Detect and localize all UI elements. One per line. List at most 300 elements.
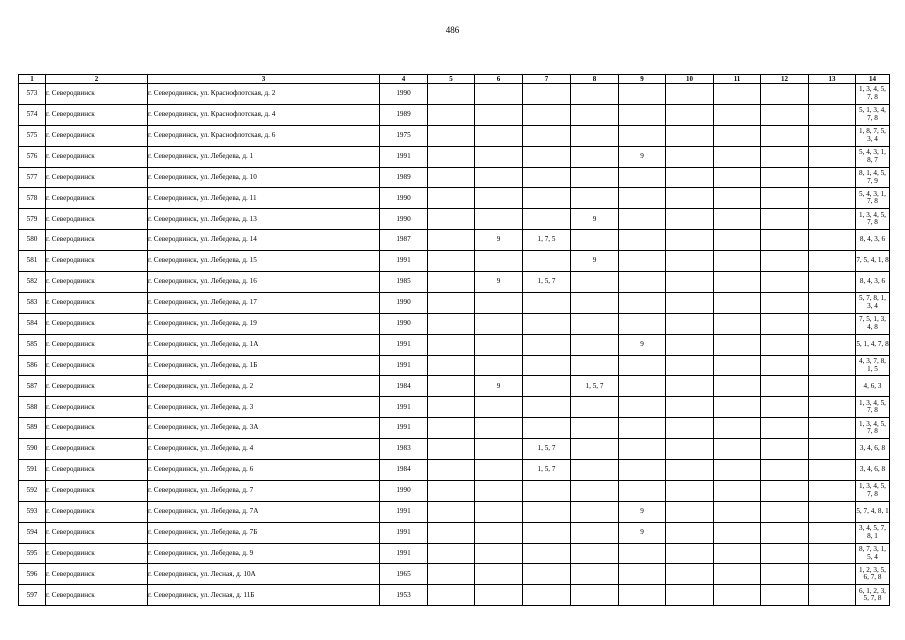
- col5-cell: [428, 543, 475, 564]
- col9-cell: [619, 439, 666, 460]
- year-cell: 1989: [380, 167, 428, 188]
- col13-cell: [809, 439, 856, 460]
- col11-cell: [714, 167, 761, 188]
- col5-cell: [428, 460, 475, 481]
- col12-cell: [761, 125, 809, 146]
- col8-cell: 9: [571, 209, 619, 230]
- column-header: 2: [46, 75, 148, 84]
- table-row: [19, 585, 890, 606]
- col5-cell: [428, 167, 475, 188]
- col10-cell: [666, 397, 714, 418]
- address-cell: г. Северодвинск, ул. Лебедева, д. 1: [148, 146, 380, 167]
- col13-cell: [809, 125, 856, 146]
- row-number-cell: 576: [19, 146, 46, 167]
- col14-cell: 1, 3, 4, 5, 7, 8: [856, 397, 890, 418]
- row-number-cell: 597: [19, 585, 46, 606]
- table-row: [19, 480, 890, 501]
- year-cell: 1991: [380, 334, 428, 355]
- city-cell: г. Северодвинск: [46, 376, 148, 397]
- col14-cell: 1, 3, 4, 5, 7, 8: [856, 480, 890, 501]
- city-cell: г. Северодвинск: [46, 209, 148, 230]
- row-number-cell: 581: [19, 251, 46, 272]
- table-row: [19, 125, 890, 146]
- col12-cell: [761, 334, 809, 355]
- col7-cell: [523, 313, 571, 334]
- table-row: [19, 418, 890, 439]
- col11-cell: [714, 209, 761, 230]
- col11-cell: [714, 543, 761, 564]
- column-header: 1: [19, 75, 46, 84]
- col11-cell: [714, 104, 761, 125]
- col9-cell: 9: [619, 522, 666, 543]
- row-number-cell: 586: [19, 355, 46, 376]
- col6-cell: 9: [475, 272, 523, 293]
- year-cell: 1953: [380, 585, 428, 606]
- address-cell: г. Северодвинск, ул. Краснофлотская, д. 4: [148, 104, 380, 125]
- col13-cell: [809, 397, 856, 418]
- col5-cell: [428, 585, 475, 606]
- col10-cell: [666, 564, 714, 585]
- year-cell: 1991: [380, 501, 428, 522]
- col10-cell: [666, 480, 714, 501]
- col11-cell: [714, 125, 761, 146]
- row-number-cell: 578: [19, 188, 46, 209]
- row-number-cell: 590: [19, 439, 46, 460]
- table-row: [19, 376, 890, 397]
- col7-cell: [523, 543, 571, 564]
- col7-cell: [523, 355, 571, 376]
- col12-cell: [761, 188, 809, 209]
- col6-cell: [475, 522, 523, 543]
- col7-cell: [523, 104, 571, 125]
- col8-cell: [571, 230, 619, 251]
- city-cell: г. Северодвинск: [46, 334, 148, 355]
- col6-cell: [475, 313, 523, 334]
- column-header: 14: [856, 75, 890, 84]
- col7-cell: 1, 5, 7: [523, 439, 571, 460]
- city-cell: г. Северодвинск: [46, 292, 148, 313]
- table-row: [19, 251, 890, 272]
- col8-cell: [571, 501, 619, 522]
- col8-cell: [571, 355, 619, 376]
- col13-cell: [809, 167, 856, 188]
- col13-cell: [809, 84, 856, 105]
- col5-cell: [428, 84, 475, 105]
- col10-cell: [666, 376, 714, 397]
- table-row: [19, 501, 890, 522]
- year-cell: 1990: [380, 209, 428, 230]
- year-cell: 1990: [380, 84, 428, 105]
- address-cell: г. Северодвинск, ул. Лебедева, д. 7А: [148, 501, 380, 522]
- col6-cell: [475, 501, 523, 522]
- row-number-cell: 596: [19, 564, 46, 585]
- city-cell: г. Северодвинск: [46, 272, 148, 293]
- col5-cell: [428, 146, 475, 167]
- col7-cell: [523, 522, 571, 543]
- year-cell: 1991: [380, 418, 428, 439]
- year-cell: 1991: [380, 543, 428, 564]
- city-cell: г. Северодвинск: [46, 251, 148, 272]
- column-header: 5: [428, 75, 475, 84]
- city-cell: г. Северодвинск: [46, 84, 148, 105]
- col5-cell: [428, 313, 475, 334]
- city-cell: г. Северодвинск: [46, 167, 148, 188]
- city-cell: г. Северодвинск: [46, 439, 148, 460]
- col5-cell: [428, 439, 475, 460]
- col10-cell: [666, 125, 714, 146]
- table-row: [19, 292, 890, 313]
- col6-cell: [475, 146, 523, 167]
- col5-cell: [428, 209, 475, 230]
- col13-cell: [809, 292, 856, 313]
- col13-cell: [809, 355, 856, 376]
- col8-cell: [571, 480, 619, 501]
- col7-cell: [523, 209, 571, 230]
- city-cell: г. Северодвинск: [46, 480, 148, 501]
- col6-cell: [475, 397, 523, 418]
- col12-cell: [761, 167, 809, 188]
- col7-cell: [523, 251, 571, 272]
- row-number-cell: 584: [19, 313, 46, 334]
- col7-cell: 1, 7, 5: [523, 230, 571, 251]
- year-cell: 1984: [380, 460, 428, 481]
- col14-cell: 3, 4, 5, 7, 8, 1: [856, 522, 890, 543]
- row-number-cell: 595: [19, 543, 46, 564]
- col12-cell: [761, 230, 809, 251]
- page-number: 486: [445, 25, 460, 35]
- col7-cell: [523, 125, 571, 146]
- col6-cell: [475, 439, 523, 460]
- col12-cell: [761, 355, 809, 376]
- row-number-cell: 580: [19, 230, 46, 251]
- col7-cell: [523, 564, 571, 585]
- col12-cell: [761, 209, 809, 230]
- col9-cell: [619, 543, 666, 564]
- address-cell: г. Северодвинск, ул. Лебедева, д. 1А: [148, 334, 380, 355]
- year-cell: 1990: [380, 292, 428, 313]
- col7-cell: [523, 418, 571, 439]
- col6-cell: 9: [475, 230, 523, 251]
- table-row: [19, 460, 890, 481]
- year-cell: 1975: [380, 125, 428, 146]
- table-row: [19, 334, 890, 355]
- col8-cell: [571, 397, 619, 418]
- col14-cell: 8, 1, 4, 5, 7, 9: [856, 167, 890, 188]
- table-row: [19, 272, 890, 293]
- col9-cell: [619, 292, 666, 313]
- col13-cell: [809, 543, 856, 564]
- column-header: 6: [475, 75, 523, 84]
- col9-cell: [619, 480, 666, 501]
- col14-cell: 8, 4, 3, 6: [856, 272, 890, 293]
- col8-cell: [571, 104, 619, 125]
- col10-cell: [666, 104, 714, 125]
- col9-cell: [619, 397, 666, 418]
- col5-cell: [428, 376, 475, 397]
- col7-cell: [523, 188, 571, 209]
- col10-cell: [666, 460, 714, 481]
- col13-cell: [809, 418, 856, 439]
- col10-cell: [666, 585, 714, 606]
- col6-cell: [475, 355, 523, 376]
- col11-cell: [714, 188, 761, 209]
- table-row: [19, 84, 890, 105]
- column-header: 9: [619, 75, 666, 84]
- table-row: [19, 167, 890, 188]
- col10-cell: [666, 522, 714, 543]
- col9-cell: [619, 585, 666, 606]
- col12-cell: [761, 480, 809, 501]
- col6-cell: [475, 543, 523, 564]
- col6-cell: [475, 251, 523, 272]
- col14-cell: 1, 3, 4, 5, 7, 8: [856, 209, 890, 230]
- row-number-cell: 587: [19, 376, 46, 397]
- col14-cell: 7, 5, 4, 1, 8: [856, 251, 890, 272]
- year-cell: 1985: [380, 272, 428, 293]
- city-cell: г. Северодвинск: [46, 397, 148, 418]
- col11-cell: [714, 313, 761, 334]
- col10-cell: [666, 167, 714, 188]
- col5-cell: [428, 251, 475, 272]
- col8-cell: [571, 439, 619, 460]
- col8-cell: [571, 188, 619, 209]
- col14-cell: 8, 7, 3, 1, 5, 4: [856, 543, 890, 564]
- col11-cell: [714, 272, 761, 293]
- row-number-cell: 591: [19, 460, 46, 481]
- col14-cell: 8, 4, 3, 6: [856, 230, 890, 251]
- col6-cell: [475, 167, 523, 188]
- col7-cell: [523, 376, 571, 397]
- col9-cell: [619, 460, 666, 481]
- city-cell: г. Северодвинск: [46, 564, 148, 585]
- year-cell: 1991: [380, 355, 428, 376]
- row-number-cell: 575: [19, 125, 46, 146]
- col5-cell: [428, 292, 475, 313]
- col12-cell: [761, 146, 809, 167]
- col10-cell: [666, 439, 714, 460]
- city-cell: г. Северодвинск: [46, 125, 148, 146]
- col11-cell: [714, 334, 761, 355]
- col11-cell: [714, 439, 761, 460]
- col10-cell: [666, 209, 714, 230]
- column-header: 12: [761, 75, 809, 84]
- address-cell: г. Северодвинск, ул. Лебедева, д. 19: [148, 313, 380, 334]
- col11-cell: [714, 397, 761, 418]
- col8-cell: [571, 272, 619, 293]
- col14-cell: 5, 7, 4, 8, 1: [856, 501, 890, 522]
- address-cell: г. Северодвинск, ул. Лебедева, д. 17: [148, 292, 380, 313]
- address-cell: г. Северодвинск, ул. Лебедева, д. 10: [148, 167, 380, 188]
- col12-cell: [761, 104, 809, 125]
- col8-cell: [571, 460, 619, 481]
- col8-cell: [571, 585, 619, 606]
- col8-cell: [571, 522, 619, 543]
- address-cell: г. Северодвинск, ул. Лебедева, д. 4: [148, 439, 380, 460]
- col14-cell: 7, 5, 1, 3, 4, 8: [856, 313, 890, 334]
- col6-cell: [475, 292, 523, 313]
- col5-cell: [428, 522, 475, 543]
- col13-cell: [809, 564, 856, 585]
- city-cell: г. Северодвинск: [46, 146, 148, 167]
- col5-cell: [428, 125, 475, 146]
- col11-cell: [714, 84, 761, 105]
- address-cell: г. Северодвинск, ул. Лебедева, д. 16: [148, 272, 380, 293]
- col11-cell: [714, 230, 761, 251]
- col12-cell: [761, 460, 809, 481]
- col10-cell: [666, 188, 714, 209]
- col12-cell: [761, 522, 809, 543]
- col11-cell: [714, 418, 761, 439]
- col9-cell: [619, 125, 666, 146]
- col12-cell: [761, 251, 809, 272]
- city-cell: г. Северодвинск: [46, 188, 148, 209]
- column-header: 10: [666, 75, 714, 84]
- row-number-cell: 577: [19, 167, 46, 188]
- col12-cell: [761, 272, 809, 293]
- col9-cell: 9: [619, 501, 666, 522]
- col12-cell: [761, 564, 809, 585]
- col10-cell: [666, 292, 714, 313]
- col9-cell: [619, 313, 666, 334]
- col13-cell: [809, 251, 856, 272]
- column-header: 3: [148, 75, 380, 84]
- row-number-cell: 589: [19, 418, 46, 439]
- address-cell: г. Северодвинск, ул. Лебедева, д. 6: [148, 460, 380, 481]
- col8-cell: [571, 84, 619, 105]
- address-cell: г. Северодвинск, ул. Лебедева, д. 14: [148, 230, 380, 251]
- col9-cell: 9: [619, 146, 666, 167]
- col14-cell: 5, 1, 4, 7, 8: [856, 334, 890, 355]
- col14-cell: 5, 1, 3, 4, 7, 8: [856, 104, 890, 125]
- table-row: [19, 104, 890, 125]
- table-row: [19, 439, 890, 460]
- col13-cell: [809, 501, 856, 522]
- city-cell: г. Северодвинск: [46, 585, 148, 606]
- col6-cell: [475, 585, 523, 606]
- col6-cell: [475, 564, 523, 585]
- col6-cell: [475, 125, 523, 146]
- city-cell: г. Северодвинск: [46, 104, 148, 125]
- col7-cell: [523, 167, 571, 188]
- year-cell: 1991: [380, 146, 428, 167]
- col12-cell: [761, 501, 809, 522]
- column-header: 13: [809, 75, 856, 84]
- column-header: 7: [523, 75, 571, 84]
- col11-cell: [714, 292, 761, 313]
- year-cell: 1990: [380, 313, 428, 334]
- col6-cell: [475, 334, 523, 355]
- col9-cell: [619, 355, 666, 376]
- row-number-cell: 583: [19, 292, 46, 313]
- address-cell: г. Северодвинск, ул. Лебедева, д. 3: [148, 397, 380, 418]
- col7-cell: 1, 5, 7: [523, 460, 571, 481]
- col9-cell: [619, 418, 666, 439]
- table-row: [19, 522, 890, 543]
- col13-cell: [809, 480, 856, 501]
- col13-cell: [809, 230, 856, 251]
- row-number-cell: 593: [19, 501, 46, 522]
- col5-cell: [428, 501, 475, 522]
- col10-cell: [666, 272, 714, 293]
- col13-cell: [809, 313, 856, 334]
- col13-cell: [809, 272, 856, 293]
- city-cell: г. Северодвинск: [46, 543, 148, 564]
- registry-table: [18, 74, 890, 606]
- address-cell: г. Северодвинск, ул. Лесная, д. 11Б: [148, 585, 380, 606]
- col14-cell: 6, 1, 2, 3, 5, 7, 8: [856, 585, 890, 606]
- col5-cell: [428, 480, 475, 501]
- col6-cell: [475, 209, 523, 230]
- column-header: 4: [380, 75, 428, 84]
- year-cell: 1987: [380, 230, 428, 251]
- col13-cell: [809, 460, 856, 481]
- year-cell: 1991: [380, 522, 428, 543]
- col7-cell: [523, 585, 571, 606]
- col12-cell: [761, 292, 809, 313]
- address-cell: г. Северодвинск, ул. Лесная, д. 10А: [148, 564, 380, 585]
- row-number-cell: 582: [19, 272, 46, 293]
- col8-cell: [571, 125, 619, 146]
- col9-cell: [619, 167, 666, 188]
- address-cell: г. Северодвинск, ул. Лебедева, д. 3А: [148, 418, 380, 439]
- col8-cell: [571, 292, 619, 313]
- city-cell: г. Северодвинск: [46, 522, 148, 543]
- col13-cell: [809, 376, 856, 397]
- col12-cell: [761, 439, 809, 460]
- table-row: [19, 397, 890, 418]
- table-row: [19, 230, 890, 251]
- col9-cell: [619, 104, 666, 125]
- col10-cell: [666, 334, 714, 355]
- year-cell: 1984: [380, 376, 428, 397]
- col6-cell: [475, 104, 523, 125]
- address-cell: г. Северодвинск, ул. Лебедева, д. 7Б: [148, 522, 380, 543]
- col8-cell: 9: [571, 251, 619, 272]
- col13-cell: [809, 104, 856, 125]
- year-cell: 1991: [380, 251, 428, 272]
- col13-cell: [809, 188, 856, 209]
- col11-cell: [714, 564, 761, 585]
- col5-cell: [428, 397, 475, 418]
- table-row: [19, 564, 890, 585]
- city-cell: г. Северодвинск: [46, 418, 148, 439]
- col13-cell: [809, 209, 856, 230]
- table-row: [19, 209, 890, 230]
- col5-cell: [428, 564, 475, 585]
- col7-cell: [523, 480, 571, 501]
- col9-cell: [619, 209, 666, 230]
- address-cell: г. Северодвинск, ул. Лебедева, д. 2: [148, 376, 380, 397]
- col13-cell: [809, 146, 856, 167]
- col12-cell: [761, 418, 809, 439]
- col12-cell: [761, 585, 809, 606]
- address-cell: г. Северодвинск, ул. Лебедева, д. 1Б: [148, 355, 380, 376]
- col10-cell: [666, 146, 714, 167]
- col12-cell: [761, 397, 809, 418]
- address-cell: г. Северодвинск, ул. Лебедева, д. 7: [148, 480, 380, 501]
- col7-cell: [523, 146, 571, 167]
- col10-cell: [666, 313, 714, 334]
- col6-cell: [475, 84, 523, 105]
- col11-cell: [714, 376, 761, 397]
- col10-cell: [666, 84, 714, 105]
- col14-cell: 1, 3, 4, 5, 7, 8: [856, 418, 890, 439]
- col14-cell: 1, 3, 4, 5, 7, 8: [856, 84, 890, 105]
- col6-cell: [475, 460, 523, 481]
- col6-cell: [475, 480, 523, 501]
- col5-cell: [428, 334, 475, 355]
- year-cell: 1983: [380, 439, 428, 460]
